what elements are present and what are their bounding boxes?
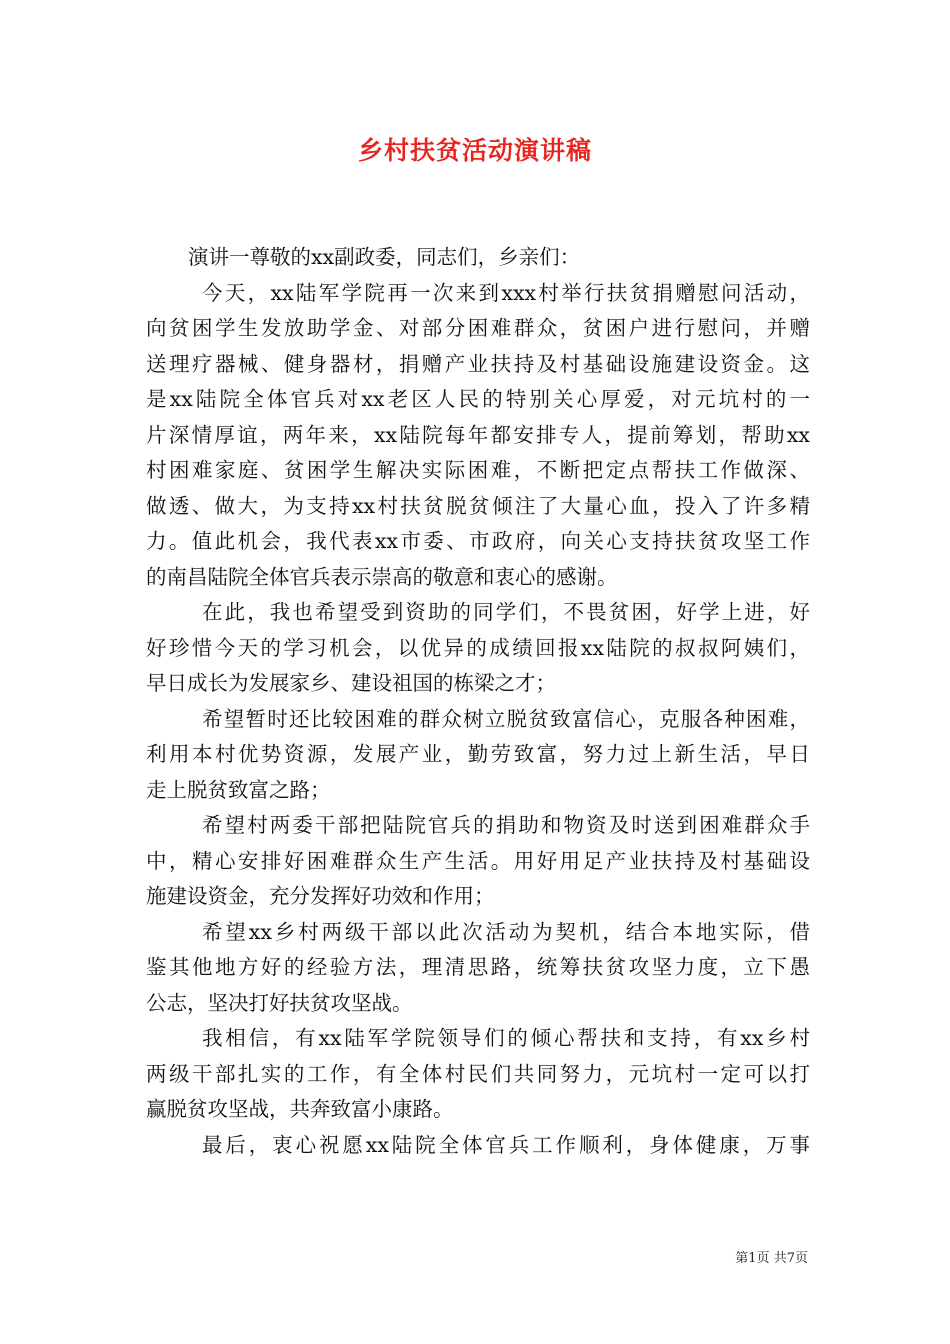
paragraph-cadres	[146, 808, 810, 915]
paragraph-confidence	[146, 1021, 810, 1128]
document-body	[146, 240, 810, 1163]
text-line: 在此，我也希望受到资助的同学们，不畏贫困，好学上进，好	[202, 600, 810, 624]
current-page-number: 1	[748, 1251, 757, 1266]
text-line: 力。值此机会，我代表xx市委、市政府，向关心支持扶贫攻坚工作	[146, 529, 810, 553]
text-line: 鉴其他地方好的经验方法，理清思路，统筹扶贫攻坚力度，立下愚	[146, 955, 810, 979]
paragraph-closing	[146, 1128, 810, 1164]
paragraph-students	[146, 595, 810, 702]
text-line: 中，精心安排好困难群众生产生活。用好用足产业扶持及村基础设	[146, 848, 810, 873]
text-line: 公志，坚决打好扶贫攻坚战。	[146, 990, 413, 1015]
text-line: 两级干部扎实的工作，有全体村民们共同努力，元坑村一定可以打	[146, 1061, 810, 1086]
text-line: 早日成长为发展家乡、建设祖国的栋梁之才；	[146, 671, 556, 695]
page-number-footer	[735, 1247, 808, 1266]
footer-suffix: 页	[794, 1251, 808, 1266]
text-line: 希望暂时还比较困难的群众树立脱贫致富信心，克服各种困难，	[202, 706, 810, 731]
text-line: 是xx陆院全体官兵对xx老区人民的特别关心厚爱，对元坑村的一	[146, 387, 810, 411]
text-line: 做透、做大，为支持xx村扶贫脱贫倾注了大量心血，投入了许多精	[146, 493, 810, 518]
text-line: 送理疗器械、健身器材，捐赠产业扶持及村基础设施建设资金。这	[146, 351, 810, 376]
footer-middle: 页 共	[756, 1251, 787, 1266]
text-line: 演讲一尊敬的xx副政委，同志们，乡亲们：	[188, 245, 581, 269]
text-line: 走上脱贫致富之路；	[146, 777, 331, 802]
text-line: 希望xx乡村两级干部以此次活动为契机，结合本地实际，借	[202, 919, 810, 944]
total-page-number: 7	[786, 1251, 795, 1266]
footer-prefix: 第	[735, 1251, 749, 1266]
text-line: 最后，衷心祝愿xx陆院全体官兵工作顺利，身体健康，万事	[202, 1132, 810, 1157]
paragraph-opening	[146, 276, 810, 596]
document-title: 乡村扶贫活动演讲稿	[357, 136, 592, 165]
text-line: 我相信，有xx陆军学院领导们的倾心帮扶和支持，有xx乡村	[202, 1026, 810, 1050]
text-line: 村困难家庭、贫困学生解决实际困难，不断把定点帮扶工作做深、	[146, 458, 810, 482]
text-line: 施建设资金，充分发挥好功效和作用；	[146, 884, 495, 908]
text-line: 希望村两委干部把陆院官兵的捐助和物资及时送到困难群众手	[202, 813, 810, 837]
text-line: 向贫困学生发放助学金、对部分困难群众，贫困户进行慰问，并赠	[146, 316, 810, 340]
text-line: 的南昌陆院全体官兵表示崇高的敬意和衷心的感谢。	[146, 564, 618, 589]
text-line: 今天，xx陆军学院再一次来到xxx村举行扶贫捐赠慰问活动，	[202, 280, 810, 305]
paragraph-township	[146, 915, 810, 1022]
text-line: 赢脱贫攻坚战，共奔致富小康路。	[146, 1097, 454, 1121]
paragraph-villagers	[146, 702, 810, 809]
text-line: 好珍惜今天的学习机会，以优异的成绩回报xx陆院的叔叔阿姨们，	[146, 635, 810, 660]
text-line: 片深情厚谊，两年来，xx陆院每年都安排专人，提前筹划，帮助xx	[146, 422, 810, 447]
text-line: 利用本村优势资源，发展产业，勤劳致富，努力过上新生活，早日	[146, 742, 810, 766]
paragraph-salutation	[146, 240, 810, 276]
